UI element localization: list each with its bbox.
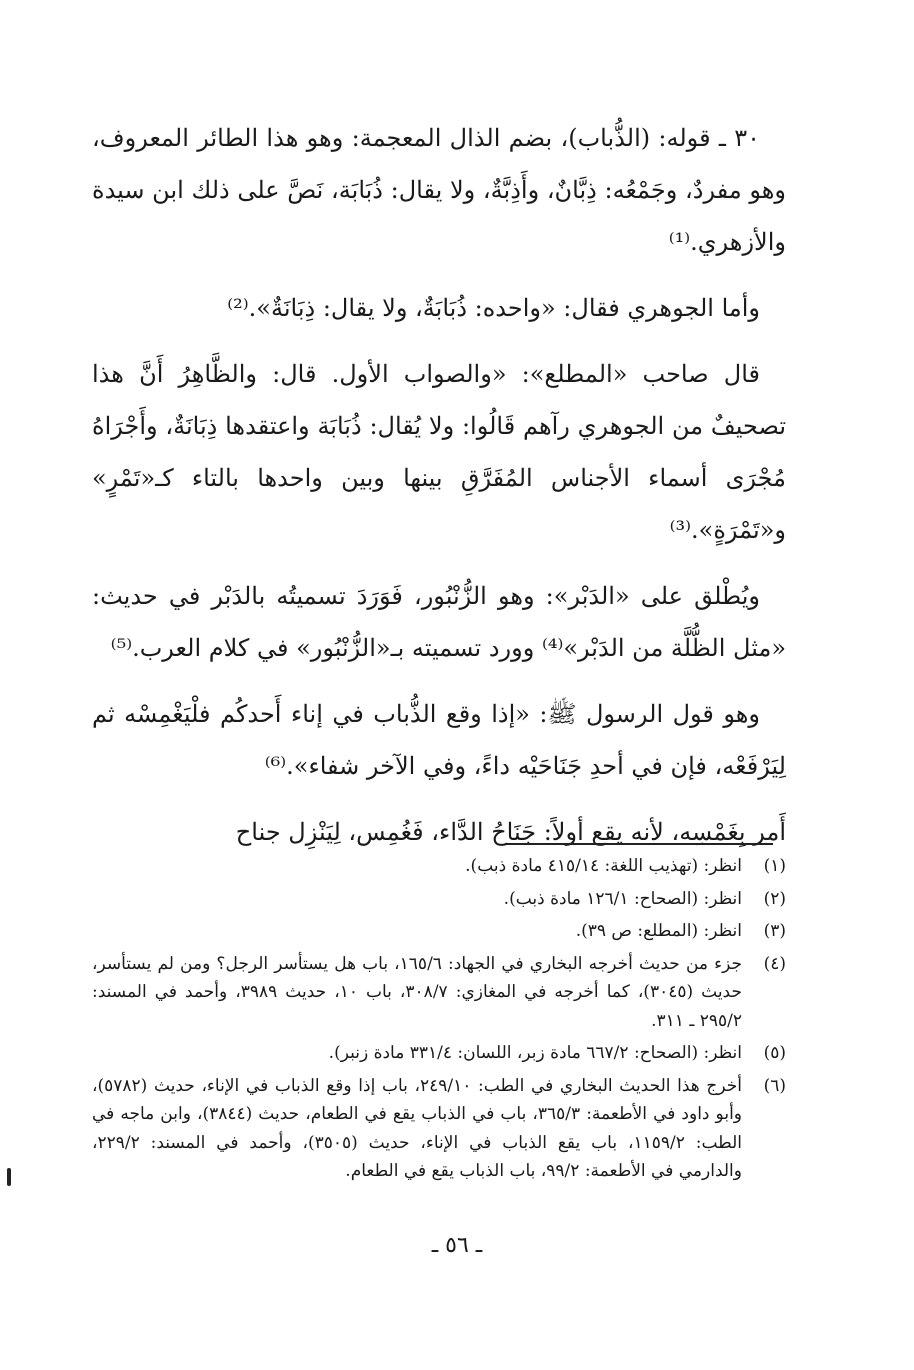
footnote-number: (٢): [763, 888, 786, 909]
paragraph-4: ويُطْلق على «الدَبْر»: وهو الزُّنْبُور، فَوَرَدَ تسميتُه بالدَبْر في حديث: «مثل الظُّلَّة من الدَبْر»⁽⁴⁾ وورد تسميته بـ«الزُّنْبُور» في كلام العرب.⁽⁵⁾: [92, 582, 786, 662]
margin-mark: [7, 1168, 11, 1186]
footnote-number: (٥): [763, 1043, 786, 1063]
footnote-5: [92, 1039, 786, 1068]
footnote-3: [92, 917, 786, 946]
footnote-6: [92, 1072, 786, 1186]
footnote-text: انظر: (الصحاح: ٦٦٧/٢ مادة زبر، اللسان: ٣٣١/٤ مادة زنبر).: [328, 1043, 742, 1063]
footnote-number: (٣): [763, 921, 786, 941]
footnote-2: [92, 885, 786, 914]
footnote-number: (٦): [763, 1075, 786, 1096]
footnotes: [92, 852, 786, 1190]
paragraph-5: وهو قول الرسول ﷺ: «إذا وقع الذُّباب في إناء أَحدكُم فلْيَغْمِسْه ثم لِيَرْفَعْه، فإن في أحدِ جَنَاحَيْه داءً، وفي الآخر شفاء».⁽⁶⁾: [92, 700, 786, 780]
footnote-text: جزء من حديث أخرجه البخاري في الجهاد: ١٦٥/٦، باب هل يستأسر الرجل؟ ومن لم يستأسر، حديث (٣٠٤٥)، كما أخرجه في المغازي: ٣٠٨/٧، باب ١٠، حديث ٣٩٨٩، وأحمد في المسند: ٢٩٥/٢ ـ ٣١١.: [92, 953, 742, 1031]
main-text: [92, 112, 786, 872]
footnote-number: (٤): [763, 953, 786, 974]
footnote-divider: [505, 843, 773, 845]
paragraph-2: وأما الجوهري فقال: «واحده: ذُبَابَةٌ، ولا يقال: ذِبَانَةٌ».⁽²⁾: [227, 294, 760, 322]
footnote-text: انظر: (تهذيب اللغة: ٤١٥/١٤ مادة ذبب).: [465, 856, 742, 876]
footnote-4: [92, 950, 786, 1036]
footnote-text: انظر: (المطلع: ص ٣٩).: [575, 921, 742, 941]
paragraph-1: ٣٠ ـ قوله: (الذُّباب)، بضم الذال المعجمة: وهو هذا الطائر المعروف، وهو مفردٌ، وجَمْعُه: ذِبَّانٌ، وأَذِبَّةٌ، ولا يقال: ذُبَابَة، نَصَّ على ذلك ابن سيدة والأزهري.⁽¹⁾: [92, 124, 786, 256]
paragraph-6: أَمر بِغَمْسِه، لأنه يقع أولاً: جَنَاحُ الدَّاء، فَغُمِس، لِيَنْزِل جناح: [235, 818, 786, 846]
page-number: ـ ٥٦ ـ: [431, 1233, 483, 1258]
footnote-1: [92, 852, 786, 881]
paragraph-3: قال صاحب «المطلع»: «والصواب الأول. قال: والظَّاهِرُ أَنَّ هذا تصحيفٌ من الجوهري رآهم قَالُوا: ولا يُقال: ذُبَابَة واعتقدها ذِبَانَةٌ، وأَجْرَاهُ مُجْرَى أسماء الأجناس المُفَرَّقِ بينها وبين واحدها بالتاء كـ«تَمْرٍ» و«تَمْرَةٍ».⁽³⁾: [92, 360, 786, 544]
footnote-text: انظر: (الصحاح: ١٢٦/١ مادة ذبب).: [503, 888, 742, 909]
footnote-text: أخرج هذا الحديث البخاري في الطب: ٢٤٩/١٠، باب إذا وقع الذباب في الإناء، حديث (٥٧٨٢)، وأبو داود في الأطعمة: ٣٦٥/٣، باب في الذباب يقع في الطعام، حديث (٣٨٤٤)، وابن ماجه في الطب: ١١٥٩/٢، باب يقع الذباب في الإناء، حديث (٣٥٠٥)، وأحمد في المسند: ٢٢٩/٢، والدارمي في الأطعمة: ٩٩/٢، باب الذباب يقع في الطعام.: [92, 1075, 742, 1181]
footnote-number: (١): [763, 856, 786, 876]
